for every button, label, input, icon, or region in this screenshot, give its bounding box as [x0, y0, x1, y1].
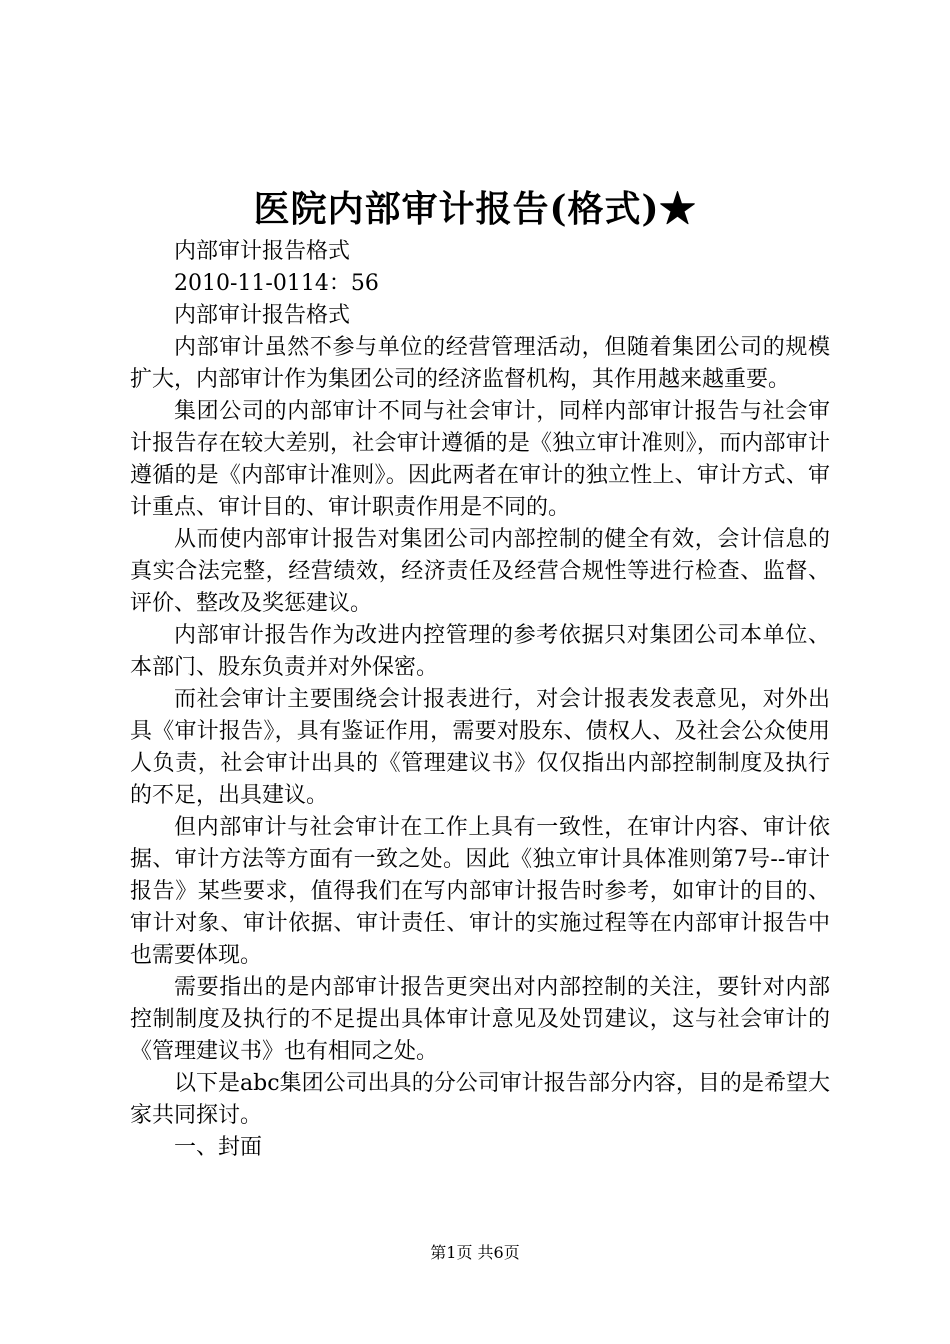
paragraph: 而社会审计主要围绕会计报表进行，对会计报表发表意见，对外出具《审计报告》，具有鉴证作用，需要对股东、债权人、及社会公众使用人负责，社会审计出具的《管理建议书》仅仅指出内部控制制度及执行的不足，出具建议。 — [130, 687, 830, 808]
paragraph: 内部审计报告格式 — [174, 239, 351, 264]
paragraph: 但内部审计与社会审计在工作上具有一致性，在审计内容、审计依据、审计方法等方面有一致之处。因此《独立审计具体准则第7号--审计报告》某些要求，值得我们在写内部审计报告时参考，如审计的目的、审计对象、审计依据、审计责任、审计的实施过程等在内部审计报告中也需要体现。 — [130, 815, 830, 968]
paragraph: 需要指出的是内部审计报告更突出对内部控制的关注，要针对内部控制制度及执行的不足提出具体审计意见及处罚建议，这与社会审计的《管理建议书》也有相同之处。 — [130, 975, 830, 1064]
paragraph: 从而使内部审计报告对集团公司内部控制的健全有效，会计信息的真实合法完整，经营绩效，经济责任及经营合规性等进行检查、监督、评价、整改及奖惩建议。 — [130, 527, 830, 616]
paragraph: 内部审计报告格式 — [174, 303, 351, 328]
paragraph: 以下是abc集团公司出具的分公司审计报告部分内容，目的是希望大家共同探讨。 — [130, 1071, 830, 1128]
paragraph: 内部审计虽然不参与单位的经营管理活动，但随着集团公司的规模扩大，内部审计作为集团公司的经济监督机构，其作用越来越重要。 — [130, 335, 830, 392]
section-heading: 一、封面 — [174, 1135, 263, 1160]
document-body — [130, 236, 830, 1164]
document-title: 医院内部审计报告(格式)★ — [253, 188, 697, 230]
page-footer: 第1页 共6页 — [430, 1243, 520, 1262]
paragraph: 2010-11-0114：56 — [174, 271, 379, 296]
paragraph: 内部审计报告作为改进内控管理的参考依据只对集团公司本单位、本部门、股东负责并对外保密。 — [130, 623, 830, 680]
paragraph: 集团公司的内部审计不同与社会审计，同样内部审计报告与社会审计报告存在较大差别，社会审计遵循的是《独立审计准则》，而内部审计遵循的是《内部审计准则》。因此两者在审计的独立性上、审计方式、审计重点、审计目的、审计职责作用是不同的。 — [130, 399, 830, 520]
